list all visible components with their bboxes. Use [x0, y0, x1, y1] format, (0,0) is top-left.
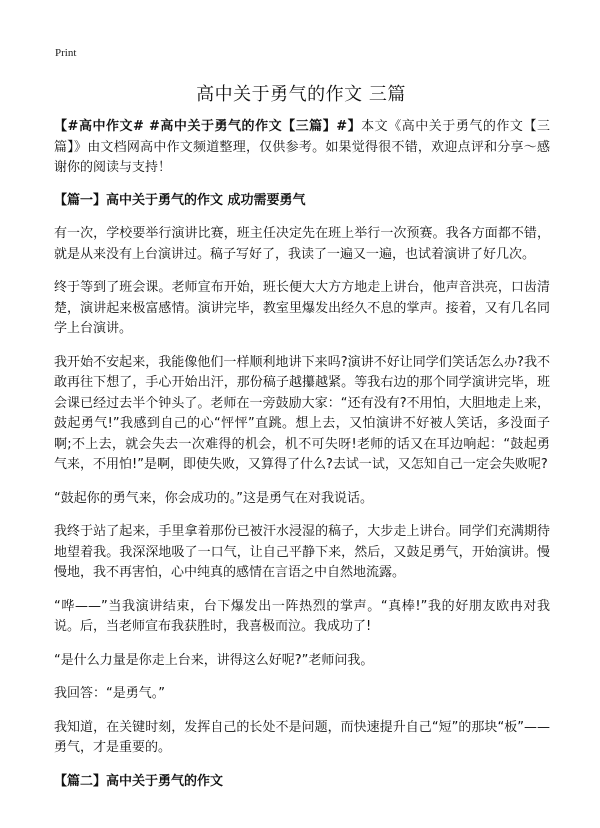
article-body — [54, 117, 550, 805]
intro-text: 本文《高中关于勇气的作文【三篇】》由文档网高中作文频道整理，仅供参考。如果觉得很不错，欢迎点评和分享～感谢你的阅读与支持！ — [54, 119, 550, 175]
paragraph-1: 有一次，学校要举行演讲比赛，班主任决定先在班上举行一次预赛。我各方面都不错，就是从来没有上台演讲过。稿子写好了，我读了一遍又一遍，也试着演讲了好几次。 — [54, 226, 550, 262]
section-two-heading: 【篇二】高中关于勇气的作文 — [54, 773, 224, 789]
paragraph-7: “是什么力量是你走上台来，讲得这么好呢?”老师问我。 — [54, 652, 374, 668]
print-link[interactable]: Print — [55, 47, 77, 59]
paragraph-5: 我终于站了起来，手里拿着那份已被汗水浸湿的稿子，大步走上讲台。同学们充满期待地望着我。我深深地吸了一口气，让自己平静下来，然后，又鼓足勇气，开始演讲。慢慢地，我不再害怕，心中纯真的感情在言语之中自然地流露。 — [54, 524, 550, 580]
section-one-heading: 【篇一】高中关于勇气的作文 成功需要勇气 — [54, 192, 306, 208]
intro-paragraph — [54, 117, 550, 179]
intro-tag: 【#高中作文# #高中关于勇气的作文【三篇】#】 — [54, 119, 362, 134]
page-title: 高中关于勇气的作文 三篇 — [196, 84, 406, 105]
paragraph-8: 我回答：“是勇气。” — [54, 686, 165, 701]
paragraph-6: “哗——”当我演讲结束，台下爆发出一阵热烈的掌声。“真棒!”我的好朋友欧冉对我说。后，当老师宣布我获胜时，我喜极而泣。我成功了! — [54, 598, 550, 634]
paragraph-2: 终于等到了班会课。老师宣布开始，班长便大大方方地走上讲台，他声音洪亮，口齿清楚，演讲起来极富感情。演讲完毕，教室里爆发出经久不息的掌声。接着，又有几名同学上台演讲。 — [54, 280, 550, 336]
paragraph-9: 我知道，在关键时刻，发挥自己的长处不是问题，而快速提升自己“短”的那块“板”——勇气，才是重要的。 — [54, 719, 550, 755]
paragraph-3: 我开始不安起来，我能像他们一样顺利地讲下来吗?演讲不好让同学们笑话怎么办?我不敢再往下想了，手心开始出汗，那份稿子越攥越紧。等我右边的那个同学演讲完毕，班会课已经过去半个钟头了。老师在一旁鼓励大家：“还有没有?不用怕，大胆地走上来，鼓起勇气!”我感到自己的心“怦怦”直跳。想上去，又怕演讲不好被人笑话，多没面子啊;不上去，就会失去一次难得的机会，机不可失呀!老师的话又在耳边响起：“鼓起勇气来，不用怕!”是啊，即使失败，又算得了什么?去试一试，又怎知自己一定会失败呢? — [54, 354, 550, 472]
paragraph-4: “鼓起你的勇气来，你会成功的。”这是勇气在对我说话。 — [54, 490, 373, 506]
